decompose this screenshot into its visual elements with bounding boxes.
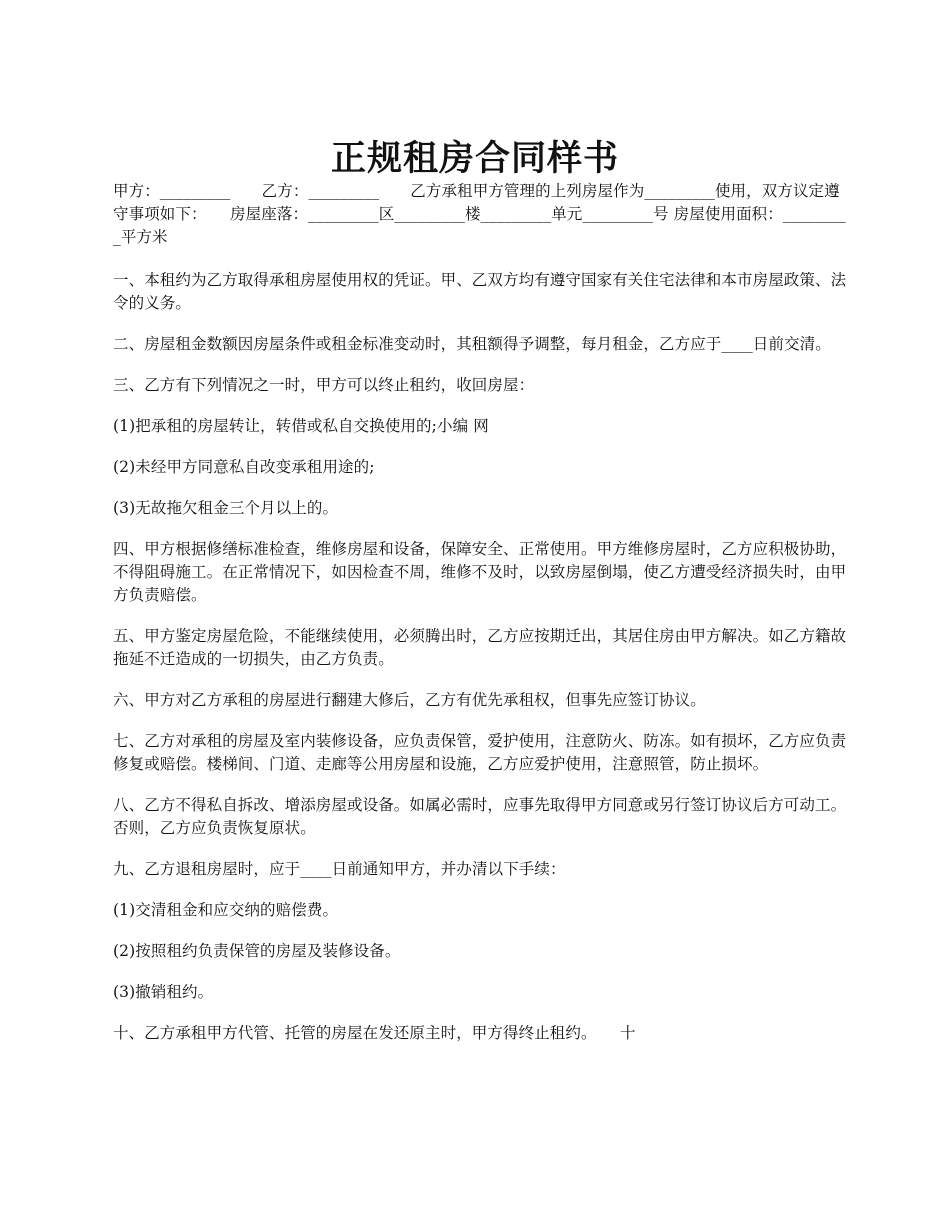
clause-3-item-1: (1)把承租的房屋转让，转借或私自交换使用的;小编 网 — [113, 417, 489, 435]
clause-6: 六、甲方对乙方承租的房屋进行翻建大修后，乙方有优先承租权，但事先应签订协议。 — [113, 691, 706, 709]
clause-3-item-2: (2)未经甲方同意私自改变承租用途的; — [113, 458, 375, 476]
clause-9-item-2: (2)按照租约负责保管的房屋及装修设备。 — [113, 942, 401, 960]
clause-9: 九、乙方退租房屋时，应于____日前通知甲方，并办清以下手续： — [113, 860, 566, 878]
clause-10: 十、乙方承租甲方代管、托管的房屋在发还原主时，甲方得终止租约。 十 — [113, 1024, 636, 1042]
contract-body — [113, 180, 848, 1063]
clause-7: 七、乙方对承租的房屋及室内装修设备，应负责保管，爱护使用，注意防火、防冻。如有损坏，乙方应负责修复或赔偿。楼梯间、门道、走廊等公用房屋和设施，乙方应爱护使用，注意照管，防止损坏。 — [113, 732, 847, 773]
clause-8: 八、乙方不得私自拆改、增添房屋或设备。如属必需时，应事先取得甲方同意或另行签订协议后方可动工。否则，乙方应负责恢复原状。 — [113, 796, 847, 837]
contract-intro: 甲方：_________ 乙方：_________ 乙方承租甲方管理的上列房屋作为_________使用，双方议定遵守事项如下： 房屋座落：_________区_________楼_________单元_________号 房屋使用面积：_________平方米 — [113, 182, 846, 246]
clause-3-item-3: (3)无故拖欠租金三个月以上的。 — [113, 499, 339, 517]
clause-3: 三、乙方有下列情况之一时，甲方可以终止租约，收回房屋： — [113, 376, 535, 394]
clause-9-item-3: (3)撤销租约。 — [113, 983, 214, 1001]
clause-5: 五、甲方鉴定房屋危险，不能继续使用，必须腾出时，乙方应按期迁出，其居住房由甲方解决。如乙方籍故拖延不迁造成的一切损失，由乙方负责。 — [113, 627, 847, 668]
clause-2: 二、房屋租金数额因房屋条件或租金标准变动时，其租额得予调整，每月租金，乙方应于____日前交清。 — [113, 335, 831, 353]
clause-1: 一、本租约为乙方取得承租房屋使用权的凭证。甲、乙双方均有遵守国家有关住宅法律和本市房屋政策、法令的义务。 — [113, 271, 847, 312]
document-title: 正规租房合同样书 — [330, 138, 619, 180]
clause-4: 四、甲方根据修缮标准检查，维修房屋和设备，保障安全、正常使用。甲方维修房屋时，乙方应积极协助，不得阻碍施工。在正常情况下，如因检查不周，维修不及时，以致房屋倒塌，使乙方遭受经济损失时，由甲方负责赔偿。 — [113, 540, 847, 604]
clause-9-item-1: (1)交清租金和应交纳的赔偿费。 — [113, 901, 339, 919]
